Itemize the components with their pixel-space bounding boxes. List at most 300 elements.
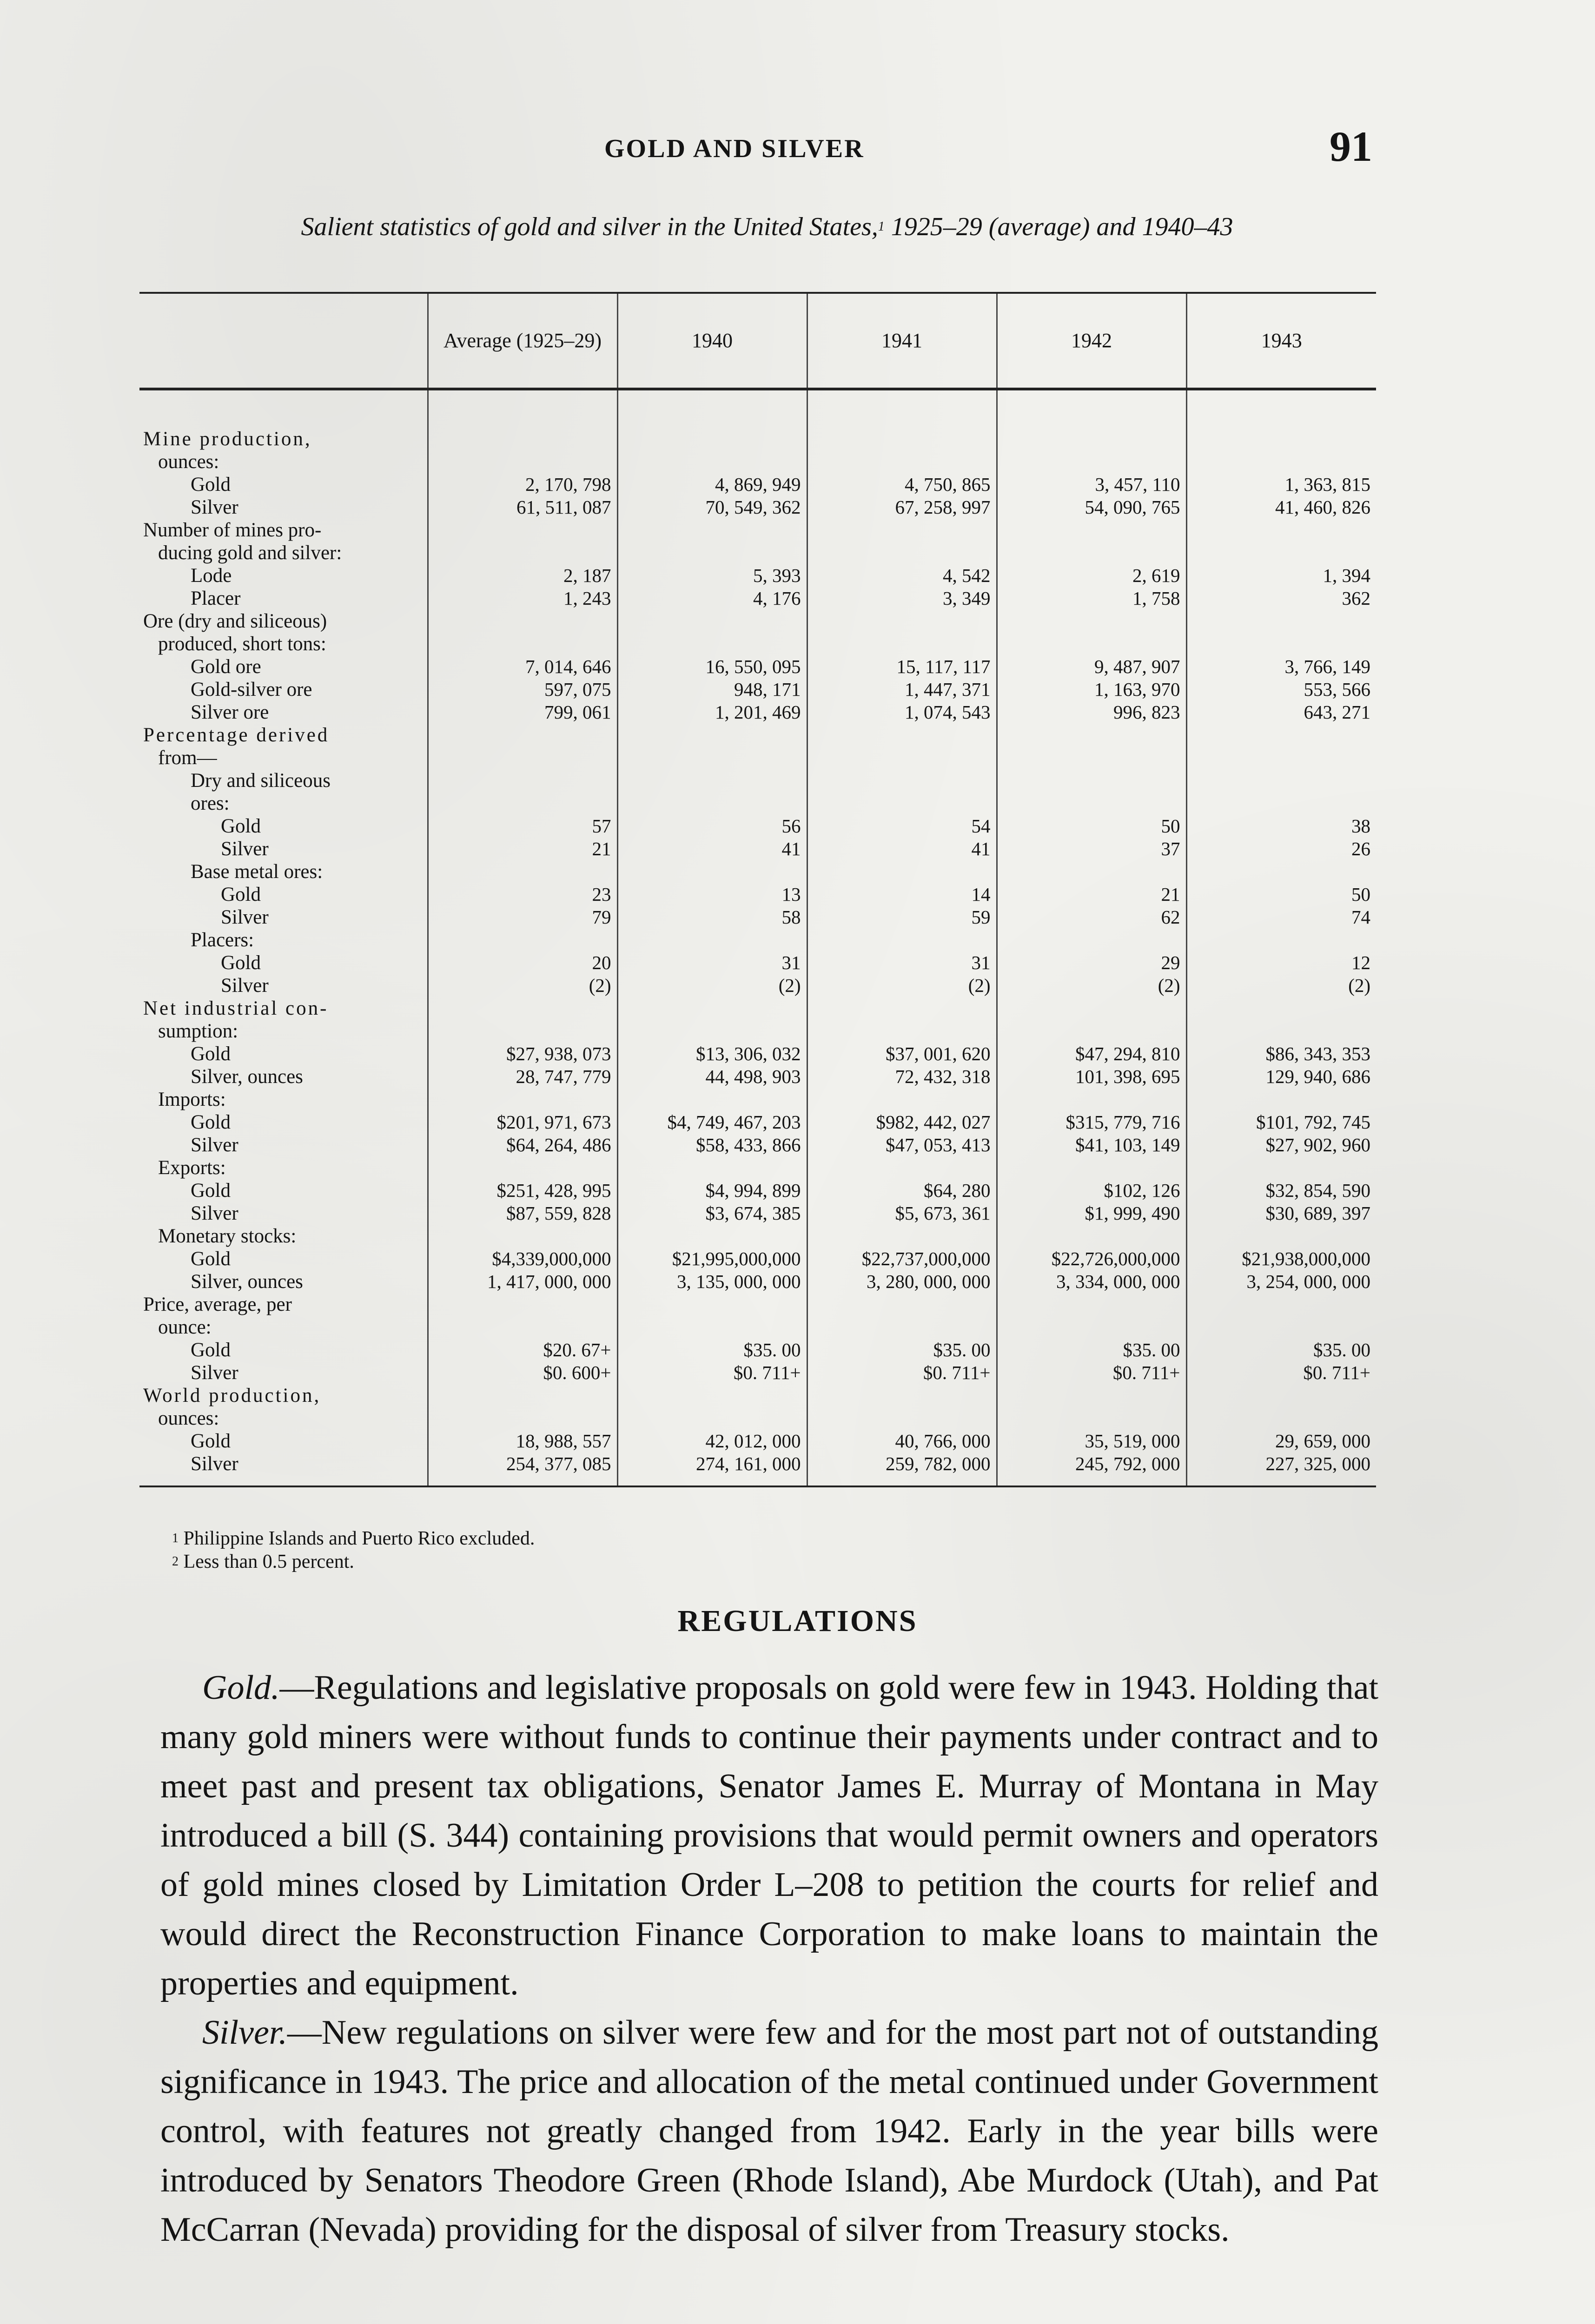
row-label: Silver [139,838,428,860]
table-cell [807,724,997,746]
table-row [139,792,1376,815]
table-cell [428,1225,617,1248]
row-label: Gold [139,1430,428,1452]
table-cell [617,519,807,541]
row-label: Gold [139,883,428,906]
table-header-row [139,293,1376,389]
table-cell: $4, 994, 899 [617,1179,807,1202]
table-cell [617,1407,807,1430]
paragraph-lead: Silver. [202,2014,287,2052]
table-cell [997,1088,1186,1111]
table-row [139,1043,1376,1065]
table-cell [807,860,997,883]
row-label: Silver [139,1202,428,1225]
table-cell [997,1020,1186,1043]
table-cell: 5, 393 [617,564,807,587]
row-label: ounces: [139,1407,428,1430]
table-row [139,929,1376,951]
table-cell: 643, 271 [1186,701,1376,724]
table-cell: 597, 075 [428,678,617,701]
row-label: Mine production, [139,389,428,450]
table-cell: $4,339,000,000 [428,1248,617,1270]
table-cell [617,792,807,815]
table-row [139,1248,1376,1270]
table-cell [807,769,997,792]
table-cell: 18, 988, 557 [428,1430,617,1452]
table-cell [617,746,807,769]
table-row [139,1384,1376,1407]
table-cell: 28, 747, 779 [428,1065,617,1088]
table-row [139,1202,1376,1225]
table-cell: 38 [1186,815,1376,838]
table-cell [617,860,807,883]
table-cell [428,519,617,541]
row-label: Gold [139,951,428,974]
caption-text: Salient statistics of gold and silver in the United States, [301,212,878,241]
table-cell: 1, 758 [997,587,1186,610]
table-row [139,724,1376,746]
table-cell: 42, 012, 000 [617,1430,807,1452]
table-cell [807,1316,997,1339]
table-cell [997,792,1186,815]
table-row [139,1407,1376,1430]
table-cell [617,1316,807,1339]
table-cell [1186,769,1376,792]
row-label: Silver [139,1361,428,1384]
table-cell: $47, 294, 810 [997,1043,1186,1065]
column-header-label [139,293,428,389]
table-cell: $0. 600+ [428,1361,617,1384]
table-row [139,587,1376,610]
table-row [139,1225,1376,1248]
table-cell: 1, 363, 815 [1186,473,1376,496]
table-row [139,701,1376,724]
footnotes [172,1527,535,1573]
table-cell [807,389,997,450]
table-cell: $58, 433, 866 [617,1134,807,1156]
table-cell: 1, 243 [428,587,617,610]
table-cell: 54, 090, 765 [997,496,1186,519]
table-row [139,815,1376,838]
table-cell: $21,995,000,000 [617,1248,807,1270]
table-cell [807,610,997,633]
table-cell: 4, 750, 865 [807,473,997,496]
table-cell: $35. 00 [997,1339,1186,1361]
table-cell: 2, 619 [997,564,1186,587]
table-row [139,974,1376,997]
page-number: 91 [1330,123,1372,170]
table-cell [1186,633,1376,655]
table-cell: 31 [617,951,807,974]
caption-years: 1925–29 (average) and 1940–43 [891,212,1233,241]
table-cell: $1, 999, 490 [997,1202,1186,1225]
table-cell [617,929,807,951]
row-label: Gold [139,815,428,838]
table-cell: 3, 254, 000, 000 [1186,1270,1376,1293]
row-label: from— [139,746,428,769]
table-cell: 59 [807,906,997,929]
row-label: ores: [139,792,428,815]
table-cell [997,1316,1186,1339]
table-cell [428,997,617,1020]
table-cell: 20 [428,951,617,974]
table-cell: 129, 940, 686 [1186,1065,1376,1088]
table-cell: 7, 014, 646 [428,655,617,678]
table-cell: 62 [997,906,1186,929]
table-cell: 3, 334, 000, 000 [997,1270,1186,1293]
table-cell [1186,792,1376,815]
table-cell [617,724,807,746]
table-cell [617,1020,807,1043]
table-cell: 56 [617,815,807,838]
table-row [139,1339,1376,1361]
table-cell [617,389,807,450]
table-row [139,997,1376,1020]
table-cell: 101, 398, 695 [997,1065,1186,1088]
table-cell [997,1293,1186,1316]
table-cell [428,1020,617,1043]
table-cell [1186,1384,1376,1407]
table-cell: $102, 126 [997,1179,1186,1202]
table-cell: 40, 766, 000 [807,1430,997,1452]
column-header-1941: 1941 [807,293,997,389]
table-cell: 44, 498, 903 [617,1065,807,1088]
column-header-1940: 1940 [617,293,807,389]
row-label: Gold ore [139,655,428,678]
row-label: Placers: [139,929,428,951]
table-cell [1186,541,1376,564]
table-cell [1186,1156,1376,1179]
table-cell [617,997,807,1020]
footnote-mark: 2 [172,1554,179,1569]
row-label: Silver [139,1134,428,1156]
row-label: World production, [139,1384,428,1407]
table-cell [807,1156,997,1179]
table-cell: 1, 394 [1186,564,1376,587]
table-cell [807,1225,997,1248]
table-cell [428,929,617,951]
table-cell [428,769,617,792]
table-cell: $101, 792, 745 [1186,1111,1376,1134]
paragraph-gold [160,1663,1378,2008]
table-cell [997,450,1186,473]
table-cell [807,792,997,815]
table-cell: $0. 711+ [997,1361,1186,1384]
table-row [139,1270,1376,1293]
table-cell: $251, 428, 995 [428,1179,617,1202]
table-cell [807,1407,997,1430]
table-cell: $315, 779, 716 [997,1111,1186,1134]
row-label: Silver [139,1452,428,1486]
table-cell: 21 [997,883,1186,906]
table-row [139,496,1376,519]
table-cell: 57 [428,815,617,838]
table-cell: 4, 869, 949 [617,473,807,496]
table-cell: $0. 711+ [807,1361,997,1384]
table-cell: $22,737,000,000 [807,1248,997,1270]
table-cell [617,633,807,655]
table-cell: 3, 457, 110 [997,473,1186,496]
table-cell: 15, 117, 117 [807,655,997,678]
table-cell: 29, 659, 000 [1186,1430,1376,1452]
row-label: Silver [139,974,428,997]
table-cell: 14 [807,883,997,906]
table-cell: 2, 170, 798 [428,473,617,496]
table-cell [997,389,1186,450]
table-cell [617,450,807,473]
table-cell [617,1156,807,1179]
table-cell [617,541,807,564]
table-cell [1186,1316,1376,1339]
table-cell: $47, 053, 413 [807,1134,997,1156]
table-cell: $982, 442, 027 [807,1111,997,1134]
table-cell: 16, 550, 095 [617,655,807,678]
table-cell: $35. 00 [1186,1339,1376,1361]
table-cell: 50 [1186,883,1376,906]
table-row [139,1111,1376,1134]
table-cell [997,1225,1186,1248]
row-label: Gold [139,1043,428,1065]
table-row [139,633,1376,655]
table-cell: 41 [807,838,997,860]
column-header-average: Average (1925–29) [428,293,617,389]
row-label: Base metal ores: [139,860,428,883]
table-cell: (2) [617,974,807,997]
table-body [139,389,1376,1486]
row-label: Exports: [139,1156,428,1179]
table-cell [1186,1293,1376,1316]
table-cell [617,1225,807,1248]
row-label: Gold [139,1339,428,1361]
table-row [139,1452,1376,1486]
table-cell: 37 [997,838,1186,860]
row-label: ounces: [139,450,428,473]
table-cell [428,389,617,450]
table-row [139,769,1376,792]
table-cell [807,1384,997,1407]
table-cell [1186,519,1376,541]
table-cell: 3, 280, 000, 000 [807,1270,997,1293]
table-row [139,610,1376,633]
table-cell [1186,860,1376,883]
table-cell [428,1407,617,1430]
row-label: Imports: [139,1088,428,1111]
row-label: Gold [139,473,428,496]
table-cell: $0. 711+ [1186,1361,1376,1384]
table-cell: 35, 519, 000 [997,1430,1186,1452]
table-cell [807,746,997,769]
table-cell [617,1293,807,1316]
table-cell [428,1156,617,1179]
table-row [139,1156,1376,1179]
table-cell [617,1088,807,1111]
row-label: Silver [139,496,428,519]
table-row [139,1020,1376,1043]
table-cell: 23 [428,883,617,906]
table-cell [617,769,807,792]
row-label: Dry and siliceous [139,769,428,792]
table-cell: 67, 258, 997 [807,496,997,519]
table-cell [428,1293,617,1316]
section-heading: REGULATIONS [677,1604,918,1638]
table-cell [997,610,1186,633]
row-label: ounce: [139,1316,428,1339]
row-label: Gold [139,1179,428,1202]
table-cell [997,746,1186,769]
table-row [139,564,1376,587]
table-cell: 259, 782, 000 [807,1452,997,1486]
row-label: Net industrial con- [139,997,428,1020]
table-cell: $64, 264, 486 [428,1134,617,1156]
table-cell: 41 [617,838,807,860]
table-cell [807,997,997,1020]
caption-footnote-ref: 1 [878,219,885,234]
table-row [139,1293,1376,1316]
table-row [139,860,1376,883]
table-cell [997,1407,1186,1430]
table-cell: $4, 749, 467, 203 [617,1111,807,1134]
table-cell: (2) [807,974,997,997]
table-cell: 31 [807,951,997,974]
row-label: Silver, ounces [139,1270,428,1293]
table-cell [428,1316,617,1339]
table-caption [139,211,1395,242]
table-cell: 79 [428,906,617,929]
table-cell [428,860,617,883]
table-cell: 274, 161, 000 [617,1452,807,1486]
table-row [139,1134,1376,1156]
table-cell [997,929,1186,951]
table-cell: 61, 511, 087 [428,496,617,519]
table-cell: 70, 549, 362 [617,496,807,519]
footnote-text: Less than 0.5 percent. [183,1551,354,1572]
table-cell [1186,724,1376,746]
table-cell [1186,450,1376,473]
table-cell [617,610,807,633]
table-cell: 948, 171 [617,678,807,701]
running-head: GOLD AND SILVER [604,134,865,163]
table-row [139,389,1376,450]
row-label: Gold [139,1248,428,1270]
table-cell: 4, 176 [617,587,807,610]
table-cell: $37, 001, 620 [807,1043,997,1065]
table-cell [997,860,1186,883]
table-row [139,1316,1376,1339]
table-cell: 799, 061 [428,701,617,724]
row-label: Price, average, per [139,1293,428,1316]
table-cell [617,1384,807,1407]
table-cell [807,1293,997,1316]
table-row [139,906,1376,929]
row-label: Gold-silver ore [139,678,428,701]
table-cell: 245, 792, 000 [997,1452,1186,1486]
row-label: ducing gold and silver: [139,541,428,564]
table-cell: 1, 201, 469 [617,701,807,724]
table-cell: 553, 566 [1186,678,1376,701]
table-cell: $27, 938, 073 [428,1043,617,1065]
table-cell: $13, 306, 032 [617,1043,807,1065]
table-row [139,450,1376,473]
table-cell [1186,1225,1376,1248]
table-cell [428,610,617,633]
table-cell: 12 [1186,951,1376,974]
table-cell [807,519,997,541]
table-cell: 3, 135, 000, 000 [617,1270,807,1293]
table-row [139,951,1376,974]
table-cell: (2) [997,974,1186,997]
table-cell [997,997,1186,1020]
row-label: Ore (dry and siliceous) [139,610,428,633]
table-row [139,1361,1376,1384]
table-cell [997,519,1186,541]
table-cell [428,1384,617,1407]
body-text [160,1663,1378,2254]
table-cell: 29 [997,951,1186,974]
table-cell: 3, 766, 149 [1186,655,1376,678]
table-row [139,678,1376,701]
table-cell [428,1088,617,1111]
table-cell: $5, 673, 361 [807,1202,997,1225]
table-cell [807,929,997,951]
row-label: Monetary stocks: [139,1225,428,1248]
table-cell [807,1020,997,1043]
table-cell [1186,389,1376,450]
table-cell: (2) [1186,974,1376,997]
table-cell: 227, 325, 000 [1186,1452,1376,1486]
table-cell [997,541,1186,564]
table-cell: 362 [1186,587,1376,610]
row-label: sumption: [139,1020,428,1043]
table-cell: 4, 542 [807,564,997,587]
table-cell: 13 [617,883,807,906]
table-cell [807,1088,997,1111]
row-label: Percentage derived [139,724,428,746]
table-cell [428,541,617,564]
row-label: Gold [139,1111,428,1134]
table-cell: $35. 00 [807,1339,997,1361]
table-row [139,655,1376,678]
row-label: Lode [139,564,428,587]
table-cell: 1, 417, 000, 000 [428,1270,617,1293]
table-row [139,746,1376,769]
table-cell [807,633,997,655]
row-label: produced, short tons: [139,633,428,655]
table-cell [807,450,997,473]
table-cell: $20. 67+ [428,1339,617,1361]
table-cell: $35. 00 [617,1339,807,1361]
table-cell: $32, 854, 590 [1186,1179,1376,1202]
row-label: Silver [139,906,428,929]
table-cell: 72, 432, 318 [807,1065,997,1088]
table-cell [428,724,617,746]
table-cell: 1, 163, 970 [997,678,1186,701]
table-cell [1186,746,1376,769]
table-cell [997,1156,1186,1179]
table-cell: $41, 103, 149 [997,1134,1186,1156]
table-cell [997,724,1186,746]
table-cell: 21 [428,838,617,860]
statistics-table [139,292,1376,1487]
table-cell [1186,1020,1376,1043]
table-cell: 254, 377, 085 [428,1452,617,1486]
table-cell: $21,938,000,000 [1186,1248,1376,1270]
table-cell: (2) [428,974,617,997]
table-cell [1186,997,1376,1020]
table-cell [1186,929,1376,951]
footnote-mark: 1 [172,1531,179,1545]
row-label: Silver, ounces [139,1065,428,1088]
table-cell: $22,726,000,000 [997,1248,1186,1270]
